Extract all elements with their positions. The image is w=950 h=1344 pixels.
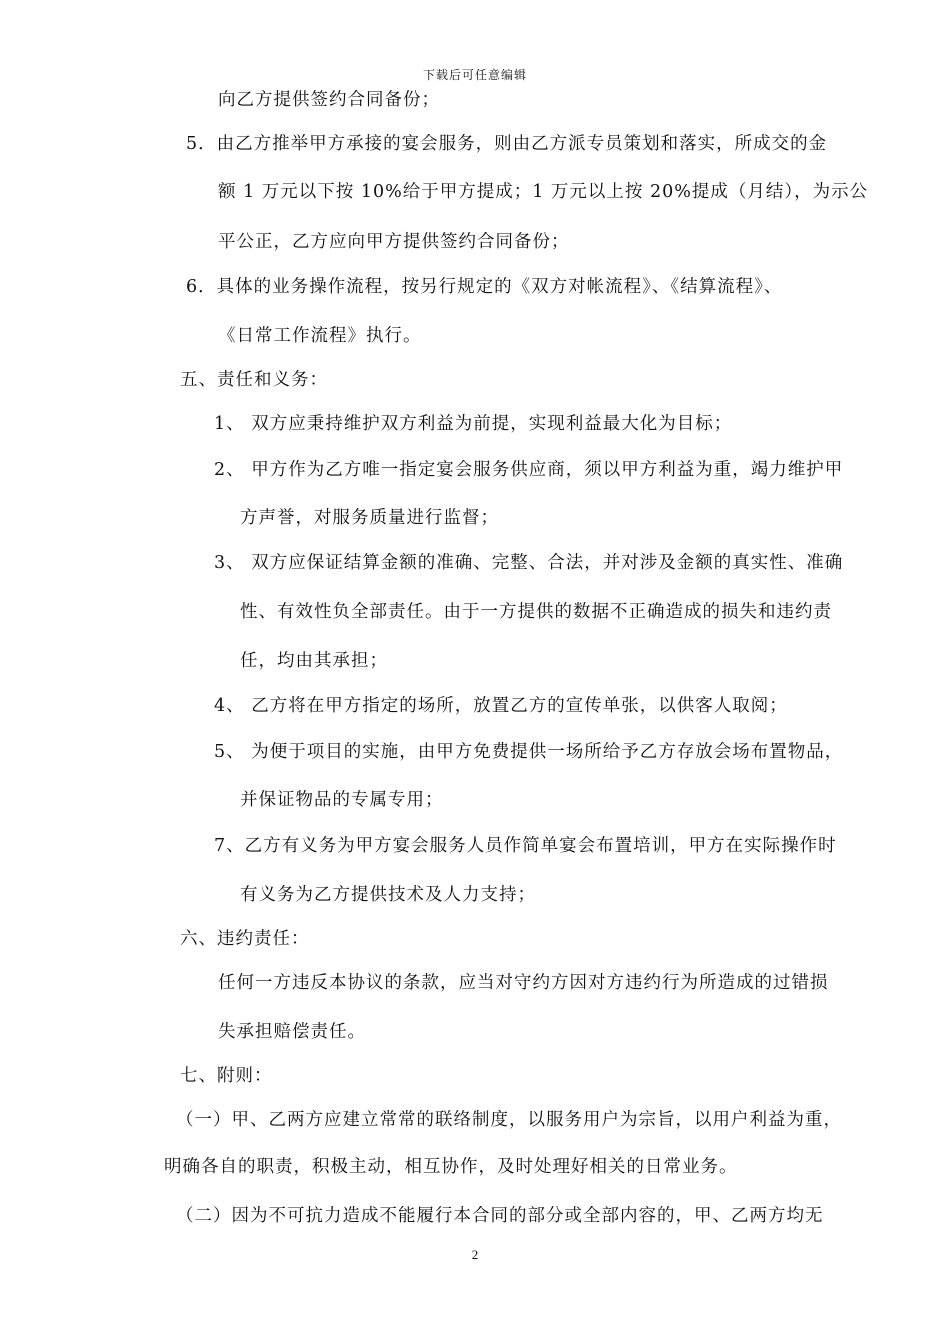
text-line: 4、 乙方将在甲方指定的场所，放置乙方的宣传单张，以供客人取阅；: [214, 696, 788, 716]
text-line: 平公正，乙方应向甲方提供签约合同备份；: [218, 232, 570, 252]
text-line: 7、乙方有义务为甲方宴会服务人员作简单宴会布置培训，甲方在实际操作时: [214, 836, 837, 856]
text-line: 额 1 万元以下按 10%给于甲方提成；1 万元以上按 20%提成（月结），为示公: [218, 182, 869, 202]
text-line: 任，均由其承担；: [240, 651, 388, 671]
text-line: （二）因为不可抗力造成不能履行本合同的部分或全部内容的，甲、乙两方均无: [176, 1206, 824, 1226]
section-heading: 五、责任和义务：: [180, 370, 328, 390]
text-line: 任何一方违反本协议的条款，应当对守约方因对方违约行为所造成的过错损: [218, 973, 829, 993]
text-line: 明确各自的职责，积极主动，相互协作，及时处理好相关的日常业务。: [164, 1157, 738, 1177]
text-line: 1、 双方应秉持维护双方利益为前提，实现利益最大化为目标；: [214, 414, 733, 434]
text-line: 6．具体的业务操作流程，按另行规定的《双方对帐流程》、《结算流程》、: [186, 277, 783, 297]
text-line: 并保证物品的专属专用；: [240, 790, 444, 810]
section-heading: 六、违约责任：: [180, 929, 310, 949]
text-line: 5、 为便于项目的实施，由甲方免费提供一场所给予乙方存放会场布置物品，: [214, 742, 844, 762]
text-line: 3、 双方应保证结算金额的准确、完整、合法，并对涉及金额的真实性、准确: [214, 553, 844, 573]
text-line: 方声誉，对服务质量进行监督；: [240, 508, 499, 528]
text-line: 失承担赔偿责任。: [218, 1022, 366, 1042]
text-line: 《日常工作流程》执行。: [218, 326, 422, 346]
text-line: 5．由乙方推举甲方承接的宴会服务，则由乙方派专员策划和落实，所成交的金: [186, 134, 828, 154]
page-number: 2: [471, 1247, 479, 1262]
text-line: 向乙方提供签约合同备份；: [218, 90, 440, 110]
page-header: 下载后可任意编辑: [422, 68, 527, 82]
text-line: 有义务为乙方提供技术及人力支持；: [240, 885, 536, 905]
text-line: （一）甲、乙两方应建立常常的联络制度，以服务用户为宗旨，以用户利益为重，: [176, 1110, 842, 1130]
text-line: 2、 甲方作为乙方唯一指定宴会服务供应商，须以甲方利益为重，竭力维护甲: [214, 460, 844, 480]
section-heading: 七、附则：: [180, 1066, 273, 1086]
text-line: 性、有效性负全部责任。由于一方提供的数据不正确造成的损失和违约责: [240, 602, 832, 622]
